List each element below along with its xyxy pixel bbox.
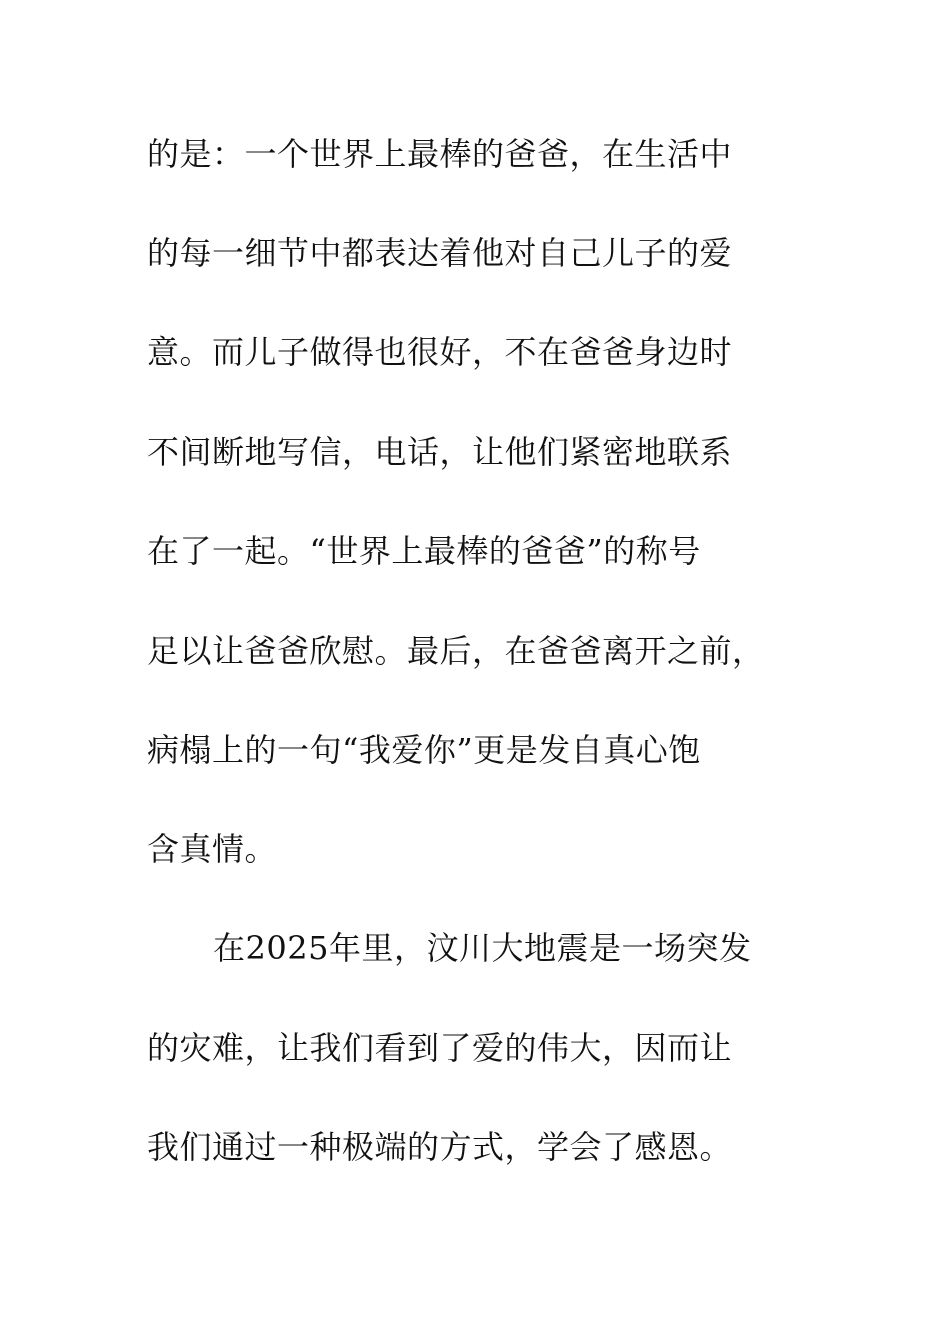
text-line: 的灾难，让我们看到了爱的伟大，因而让 bbox=[147, 1029, 733, 1067]
text-line: 不间断地写信，电话，让他们紧密地联系 bbox=[147, 433, 733, 471]
text-line: 意。而儿子做得也很好，不在爸爸身边时 bbox=[147, 333, 733, 371]
text-line: 我们通过一种极端的方式，学会了感恩。 bbox=[147, 1128, 733, 1166]
text-line: 足以让爸爸欣慰。最后，在爸爸离开之前， bbox=[147, 632, 765, 670]
text-line: 的每一细节中都表达着他对自己儿子的爱 bbox=[147, 234, 733, 272]
text-line: 在了一起。“世界上最棒的爸爸”的称号 bbox=[147, 532, 701, 570]
paragraph-first-line: 在2025年里，汶川大地震是一场突发 bbox=[213, 929, 752, 967]
text-line: 的是：一个世界上最棒的爸爸，在生活中 bbox=[147, 135, 733, 173]
text-line: 含真情。 bbox=[147, 830, 278, 868]
text-line: 病榻上的一句“我爱你”更是发自真心饱 bbox=[147, 731, 701, 769]
